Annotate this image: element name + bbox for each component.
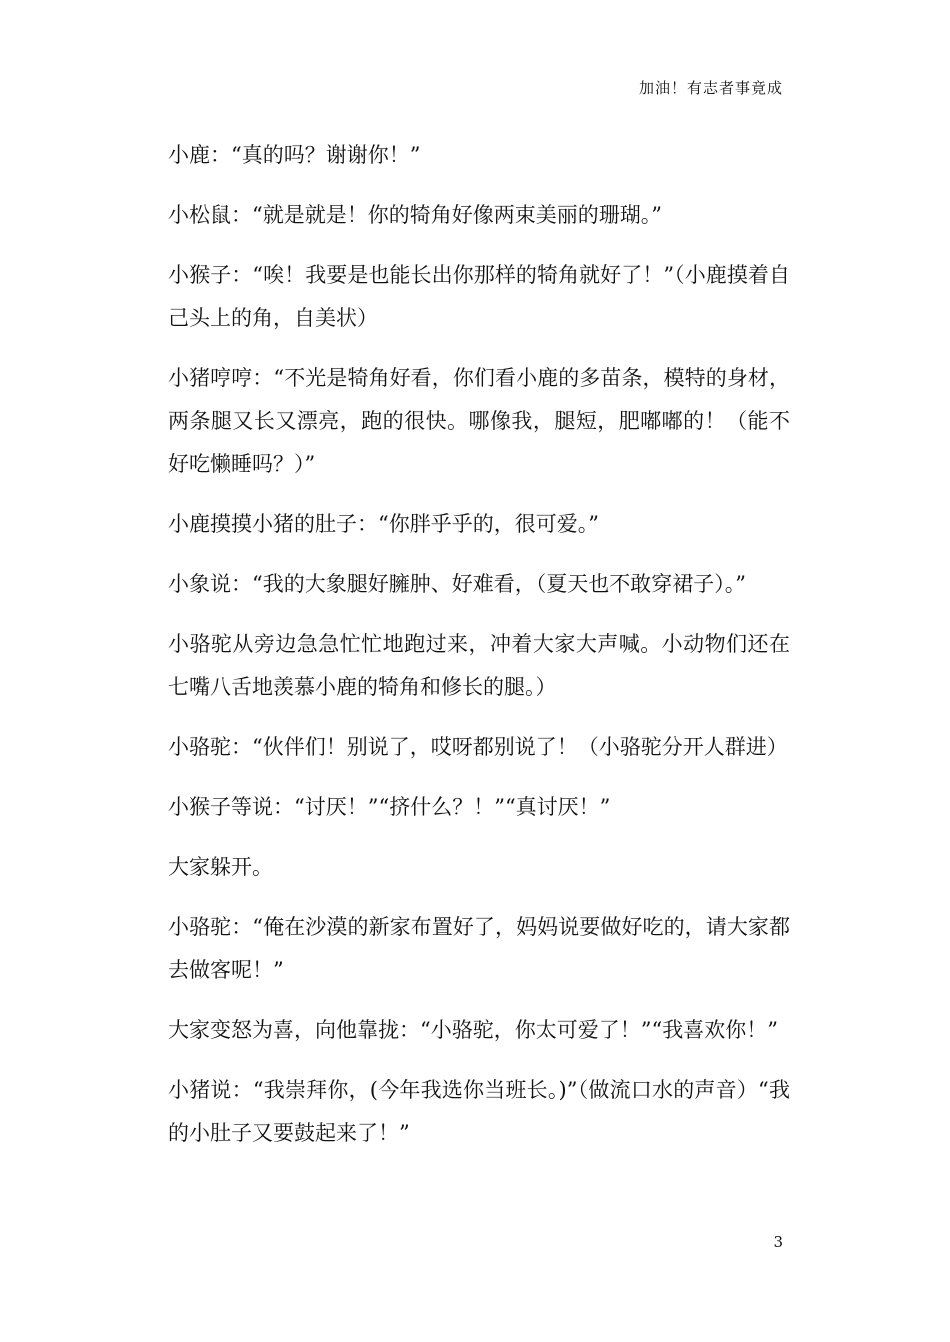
paragraph: 小猪哼哼：“不光是犄角好看，你们看小鹿的多苗条，模特的身材，两条腿又长又漂亮，跑的很快。哪像我，腿短，肥嘟嘟的！（能不好吃懒睡吗？）”	[168, 366, 790, 476]
paragraph: 小骆驼：“伙伴们！别说了，哎呀都别说了！（小骆驼分开人群进）	[168, 735, 788, 759]
paragraph: 小猪说：“我崇拜你，(今年我选你当班长。)”（做流口水的声音）“我的小肚子又要鼓起来了！”	[168, 1078, 790, 1145]
paragraph: 小猴子等说：“讨厌！”“挤什么？！”“真讨厌！”	[168, 795, 611, 819]
paragraph: 大家躲开。	[168, 855, 273, 879]
paragraph: 小猴子：“唉！我要是也能长出你那样的犄角就好了！”（小鹿摸着自己头上的角，自美状）	[168, 263, 790, 330]
paragraph: 小骆驼：“俺在沙漠的新家布置好了，妈妈说要做好吃的，请大家都去做客呢！”	[168, 915, 790, 982]
paragraph: 小象说：“我的大象腿好臃肿、好难看，（夏天也不敢穿裙子）。”	[168, 572, 746, 596]
paragraph: 小骆驼从旁边急急忙忙地跑过来，冲着大家大声喊。小动物们还在七嘴八舌地羡慕小鹿的犄角和修长的腿。）	[168, 632, 790, 699]
paragraph: 小松鼠：“就是就是！你的犄角好像两束美丽的珊瑚。”	[168, 203, 662, 227]
paragraph: 大家变怒为喜，向他靠拢：“小骆驼，你太可爱了！”“我喜欢你！”	[168, 1018, 778, 1042]
paragraph: 小鹿摸摸小猪的肚子：“你胖乎乎的，很可爱。”	[168, 512, 599, 536]
page-number: 3	[773, 1233, 783, 1251]
paragraph: 小鹿：“真的吗？谢谢你！”	[168, 143, 421, 167]
document-body	[168, 134, 790, 1172]
page-header: 加油！有志者事竟成	[638, 79, 783, 97]
